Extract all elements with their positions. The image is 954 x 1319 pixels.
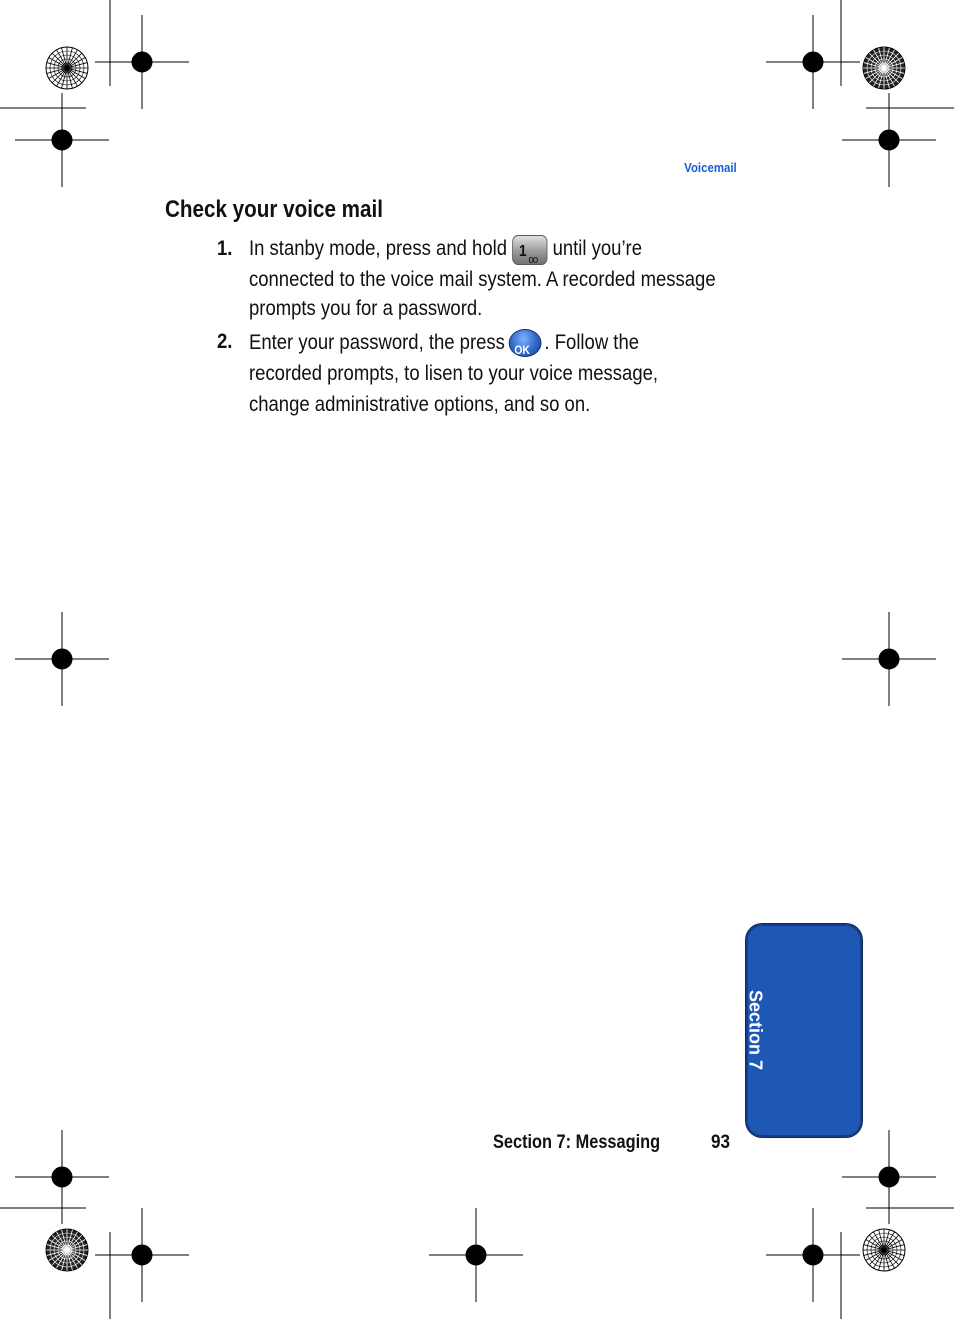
step-number: 2. <box>217 329 233 353</box>
ok-key-icon: OK <box>508 329 541 357</box>
step-1: 1. In stanby mode, press and hold 1 oo until you’re connected to the voice mail system. A recorded message prompts you for a password. <box>217 236 716 320</box>
running-header: Voicemail <box>684 160 737 175</box>
section-title: Check your voice mail <box>165 196 383 223</box>
footer-section-title: Section 7: Messaging <box>493 1132 661 1153</box>
key-1-voicemail-icon: 1 oo <box>512 235 547 265</box>
step-number: 1. <box>217 236 233 260</box>
step-2: 2. Enter your password, the press OK . Follow the recorded prompts, to lisen to your voice message, change administrative options, and so on. <box>217 329 659 416</box>
page-number: 93 <box>711 1132 731 1153</box>
